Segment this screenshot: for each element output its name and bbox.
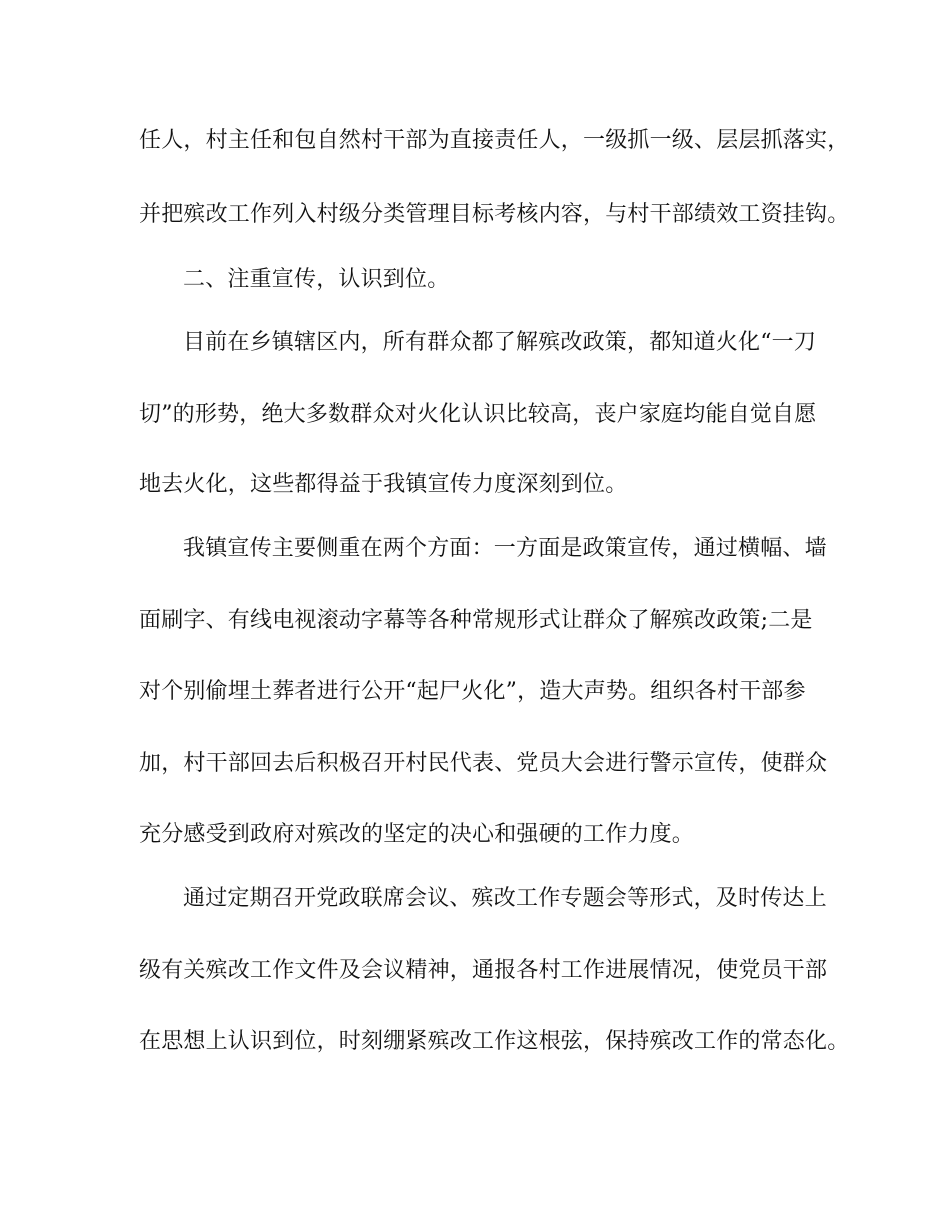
section-heading: 二、注重宣传，认识到位。 — [183, 267, 450, 292]
text-line: 任人，村主任和包自然村干部为直接责任人，一级抓一级、层层抓落实， — [139, 128, 850, 153]
text-line: 目前在乡镇辖区内，所有群众都了解殡改政策，都知道火化“一刀 — [183, 330, 817, 355]
text-line: 并把殡改工作列入村级分类管理目标考核内容，与村干部绩效工资挂钩。 — [139, 202, 850, 227]
text-line: 对个别偷埋土葬者进行公开“起尸火化”，造大声势。组织各村干部参 — [139, 679, 806, 704]
text-line: 充分感受到政府对殡改的坚定的决心和强硬的工作力度。 — [139, 822, 695, 847]
text-line: 切”的形势，绝大多数群众对火化认识比较高，丧户家庭均能自觉自愿 — [139, 402, 817, 427]
text-line: 加，村干部回去后积极召开村民代表、党员大会进行警示宣传，使群众 — [139, 751, 828, 776]
text-line: 地去火化，这些都得益于我镇宣传力度深刻到位。 — [139, 472, 628, 497]
text-line: 级有关殡改工作文件及会议精神，通报各村工作进展情况，使党员干部 — [139, 958, 828, 983]
text-line: 在思想上认识到位，时刻绷紧殡改工作这根弦，保持殡改工作的常态化。 — [139, 1029, 850, 1054]
text-line: 面刷字、有线电视滚动字幕等各种常规形式让群众了解殡改政策;二是 — [139, 608, 813, 633]
text-line: 我镇宣传主要侧重在两个方面：一方面是政策宣传，通过横幅、墙 — [183, 536, 827, 561]
text-line: 通过定期召开党政联席会议、殡改工作专题会等形式，及时传达上 — [183, 886, 827, 911]
